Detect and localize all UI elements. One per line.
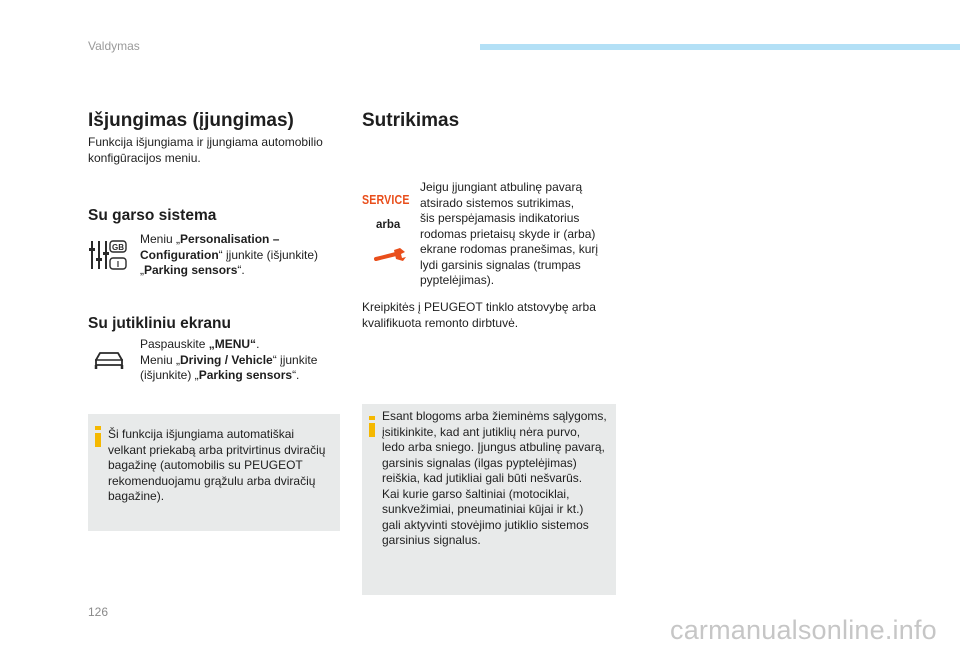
note-text-left: Ši funkcija išjungiama automatiškai velkant priekabą arba pritvirtinus dviračių bagažinę (automobilis su PEUGEOT rekomenduojamu grąžulu arba dviračių bagažine). <box>108 427 326 503</box>
wrench-icon <box>372 246 408 264</box>
audio-heading: Su garso sistema <box>88 207 217 224</box>
page-number: 126 <box>88 605 109 619</box>
info-icon <box>93 426 103 447</box>
intro-text: Funkcija išjungiama ir įjungiama automobilio konfigūracijos meniu. <box>88 135 323 165</box>
or-label: arba <box>376 219 401 231</box>
svg-text:GB: GB <box>112 243 124 252</box>
svg-text:I: I <box>116 260 120 269</box>
page-title-left: Išjungimas (įjungimas) <box>88 110 294 131</box>
info-icon <box>367 416 377 437</box>
audio-system-icon <box>88 237 130 273</box>
section-title: Valdymas <box>88 39 140 53</box>
audio-instructions: Meniu „Personalisation – Configuration“ įjunkite (išjunkite) „Parking sensors“. <box>140 232 319 277</box>
watermark: carmanualsonline.info <box>670 615 937 645</box>
contact-text: Kreipkitės į PEUGEOT tinklo atstovybę arba kvalifikuota remonto dirbtuvė. <box>362 300 596 330</box>
touchscreen-heading: Su jutikliniu ekranu <box>88 315 231 332</box>
page-title-right: Sutrikimas <box>362 110 460 131</box>
service-warning-icon: SERVICE <box>362 193 410 207</box>
touchscreen-instructions: Paspauskite „MENU“. Meniu „Driving / Vehicle“ įjunkite (išjunkite) „Parking sensors“. <box>140 337 318 382</box>
warning-text: Jeigu įjungiant atbulinę pavarą atsirado sistemos sutrikimas, šis perspėjamasis indikatorius rodomas prietaisų skyde ir (arba) ekrane rodomas pranešimas, kurį lydi garsinis signalas (trumpas pyptelėjimas). <box>420 180 599 287</box>
header-accent-bar <box>480 44 960 50</box>
car-icon <box>92 348 126 372</box>
note-text-right: Esant blogoms arba žieminėms sąlygoms, įsitikinkite, kad ant jutiklių nėra purvo, ledo arba sniego. Įjungus atbulinę pavarą, garsinis signalas (ilgas pyptelėjimas) reiškia, kad jutikliai gali būti nešvarūs. Kai kurie garso šaltiniai (motociklai, sunkvežimiai, pneumatiniai kūjai ir kt.) gali aktyvinti stovėjimo jutiklio sistemos garsinius signalus. <box>382 409 607 547</box>
